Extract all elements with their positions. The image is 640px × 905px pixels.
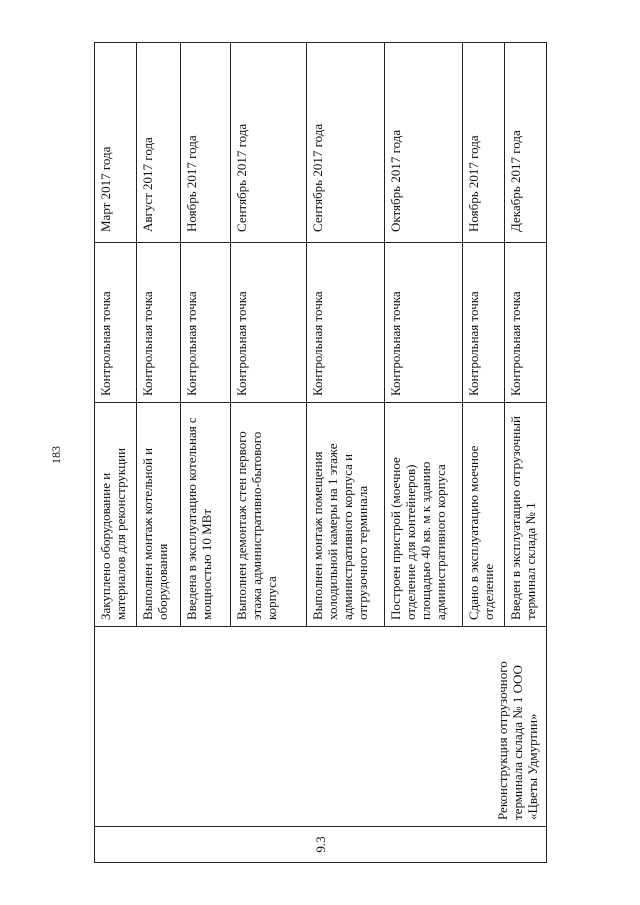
type-cell: Контрольная точка — [463, 243, 505, 403]
table-container — [94, 43, 546, 863]
event-cell: Выполнен монтаж помещения холодильной камеры на 1 этаже административного корпуса и отгрузочного терминала — [307, 403, 385, 627]
date-cell: Сентябрь 2017 года — [307, 43, 385, 243]
section-title: Реконструкция отгрузочного терминала склада № 1 ООО «Цветы Удмуртии» — [95, 627, 547, 827]
date-cell: Март 2017 года — [95, 43, 137, 243]
event-cell: Введена в эксплуатацию котельная с мощностью 10 МВт — [181, 403, 231, 627]
event-cell: Выполнен монтаж котельной и оборудования — [137, 403, 181, 627]
date-cell: Ноябрь 2017 года — [463, 43, 505, 243]
table-row — [95, 43, 137, 863]
date-cell: Октябрь 2017 года — [385, 43, 463, 243]
event-cell: Закуплено оборудование и материалов для реконструкции — [95, 403, 137, 627]
page-number: 183 — [49, 446, 63, 464]
type-cell: Контрольная точка — [181, 243, 231, 403]
date-cell: Сентябрь 2017 года — [231, 43, 307, 243]
event-cell: Построен пристрой (моечное отделение для контейнеров) площадью 40 кв. м к зданию административного корпуса — [385, 403, 463, 627]
event-cell: Введен в эксплуатацию отгрузочный терминал склада № 1 — [505, 403, 547, 627]
section-number: 9.3 — [95, 827, 547, 863]
type-cell: Контрольная точка — [231, 243, 307, 403]
type-cell: Контрольная точка — [385, 243, 463, 403]
rotated-table-wrapper — [94, 43, 546, 863]
event-cell: Сдано в эксплуатацию моечное отделение — [463, 403, 505, 627]
event-cell: Выполнен демонтаж стен первого этажа административно-бытового корпуса — [231, 403, 307, 627]
type-cell: Контрольная точка — [95, 243, 137, 403]
control-points-table — [94, 42, 547, 863]
date-cell: Декабрь 2017 года — [505, 43, 547, 243]
date-cell: Ноябрь 2017 года — [181, 43, 231, 243]
type-cell: Контрольная точка — [137, 243, 181, 403]
type-cell: Контрольная точка — [307, 243, 385, 403]
type-cell: Контрольная точка — [505, 243, 547, 403]
date-cell: Август 2017 года — [137, 43, 181, 243]
